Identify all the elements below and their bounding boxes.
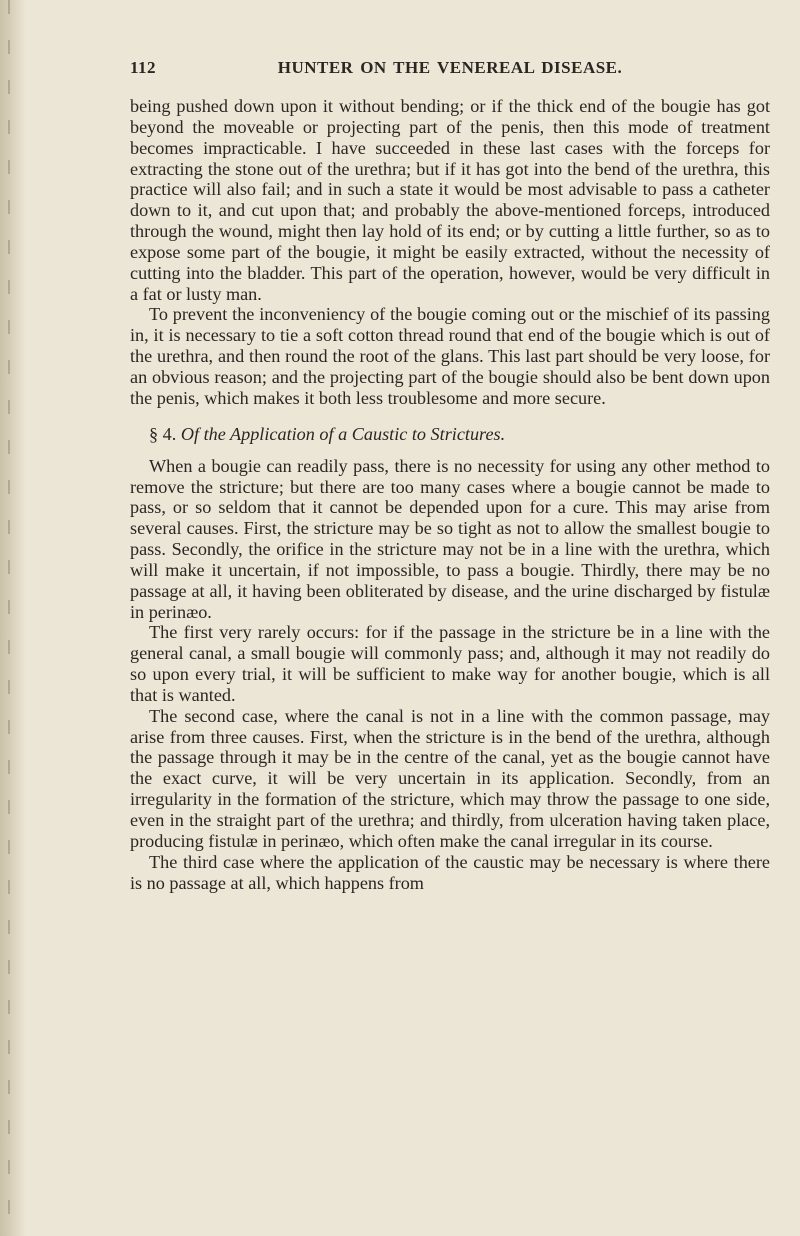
paragraph: being pushed down upon it without bending; or if the thick end of the bougie has got beyond the moveable or projecting part of the penis, then this mode of treatment becomes impracticable. I have succeeded in these last cases with the forceps for extracting the stone out of the urethra; but if it has got into the bend of the urethra, this practice will also fail; and in such a state it would be most advisable to pass a catheter down to it, and cut upon that; and probably the above-mentioned forceps, introduced through the wound, might then lay hold of its end; or by cutting a little further, so as to expose some part of the bougie, it might be easily extracted, without the necessity of cutting into the bladder. This part of the operation, however, would be very difficult in a fat or lusty man. (130, 96, 770, 304)
paragraph: The first very rarely occurs: for if the passage in the stricture be in a line with the general canal, a small bougie will commonly pass; and, although it may not readily do so upon every trial, it will be sufficient to make way for another bougie, which is all that is wanted. (130, 622, 770, 705)
running-header (130, 58, 770, 88)
running-title: HUNTER ON THE VENEREAL DISEASE. (277, 58, 623, 77)
book-page (130, 58, 770, 893)
paragraph: When a bougie can readily pass, there is no necessity for using any other method to remove the stricture; but there are too many cases where a bougie cannot be made to pass, or so seldom that it cannot be depended upon for a cure. This may arise from several causes. First, the stricture may be so tight as not to allow the smallest bougie to pass. Secondly, the orifice in the stricture may not be in a line with the urethra, which will make it uncertain, if not impossible, to pass a bougie. Thirdly, there may be no passage at all, it having been obliterated by disease, and the urine discharged by fistulæ in perinæo. (130, 455, 770, 622)
section-heading (130, 424, 770, 445)
book-binding-edge (0, 0, 26, 1236)
paragraph: The third case where the application of the caustic may be necessary is where there is no passage at all, which happens from (130, 851, 770, 893)
section-title: Of the Application of a Caustic to Strictures. (180, 423, 506, 444)
page-number: 112 (130, 58, 157, 77)
paragraph: To prevent the inconveniency of the bougie coming out or the mischief of its passing in, it is necessary to tie a soft cotton thread round that end of the bougie which is out of the urethra, and then round the root of the glans. This last part should be very loose, for an obvious reason; and the projecting part of the bougie should also be bent down upon the penis, which makes it both less troublesome and more secure. (130, 304, 770, 408)
paragraph: The second case, where the canal is not in a line with the common passage, may arise from three causes. First, when the stricture is in the bend of the urethra, although the passage through it may be in the centre of the canal, yet as the bougie cannot have the exact curve, it will be very uncertain in its application. Secondly, from an irregularity in the formation of the stricture, which may throw the passage to one side, even in the straight part of the urethra; and thirdly, from ulceration having taken place, producing fistulæ in perinæo, which often make the canal irregular in its course. (130, 705, 770, 851)
section-number: § 4. (149, 423, 177, 444)
